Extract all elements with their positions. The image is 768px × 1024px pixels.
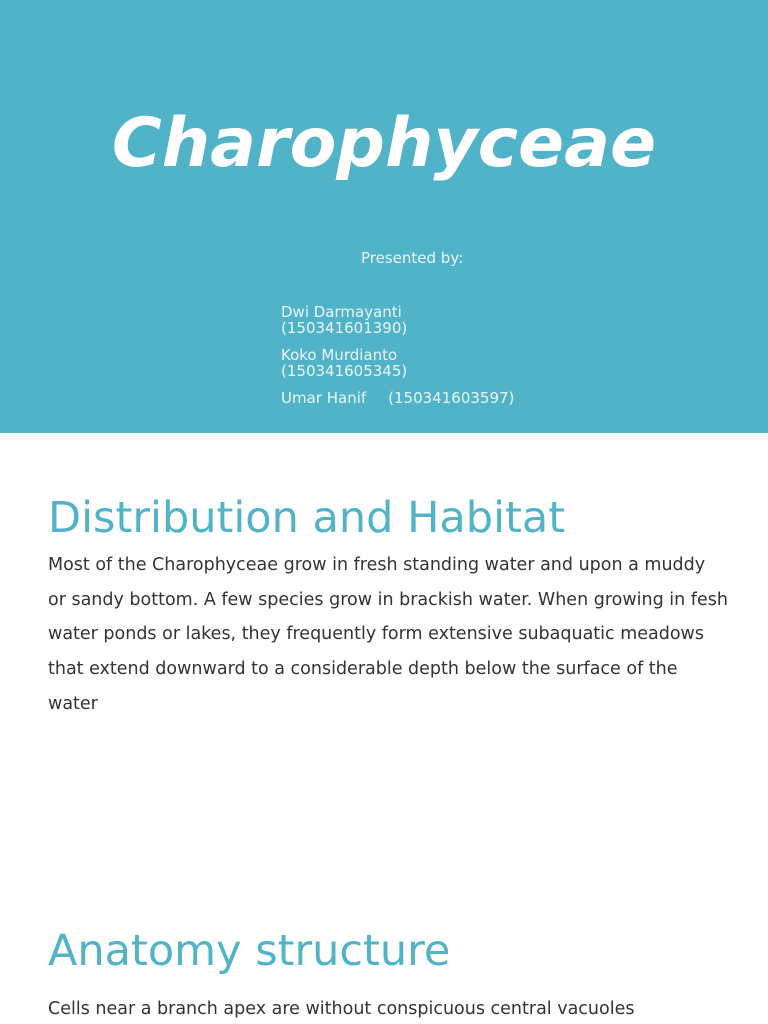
presenter-id: (150341603597) [388,389,515,407]
presenter-name: Umar Hanif [281,389,367,407]
presenter-name: Koko Murdianto [281,346,398,364]
presenter-list [281,304,514,417]
distribution-section [48,492,728,722]
section-paragraph: Cells near a branch apex are without conspicuous central vacuoles [48,999,635,1019]
presenter-id: (150341601390) [281,319,408,337]
presenter-item [281,347,514,379]
section-heading: Anatomy structure [48,926,451,976]
presenter-item [281,304,514,336]
presenter-name: Dwi Darmayanti [281,303,402,321]
presentation-title: Charophyceae [111,104,657,183]
title-slide [0,0,768,433]
section-paragraph: Most of the Charophyceae grow in fresh standing water and upon a muddy or sandy bottom. A few species grow in brackish water. When growing in fesh water ponds or lakes, they frequently form extensive subaquatic meadows that extend downward to a considerable depth below the surface of the water [48,555,728,714]
presented-by-label: Presented by: [361,249,464,267]
anatomy-section [48,925,728,1024]
section-heading: Distribution and Habitat [48,493,566,543]
presenter-item [281,390,514,406]
presenter-id: (150341605345) [281,362,408,380]
